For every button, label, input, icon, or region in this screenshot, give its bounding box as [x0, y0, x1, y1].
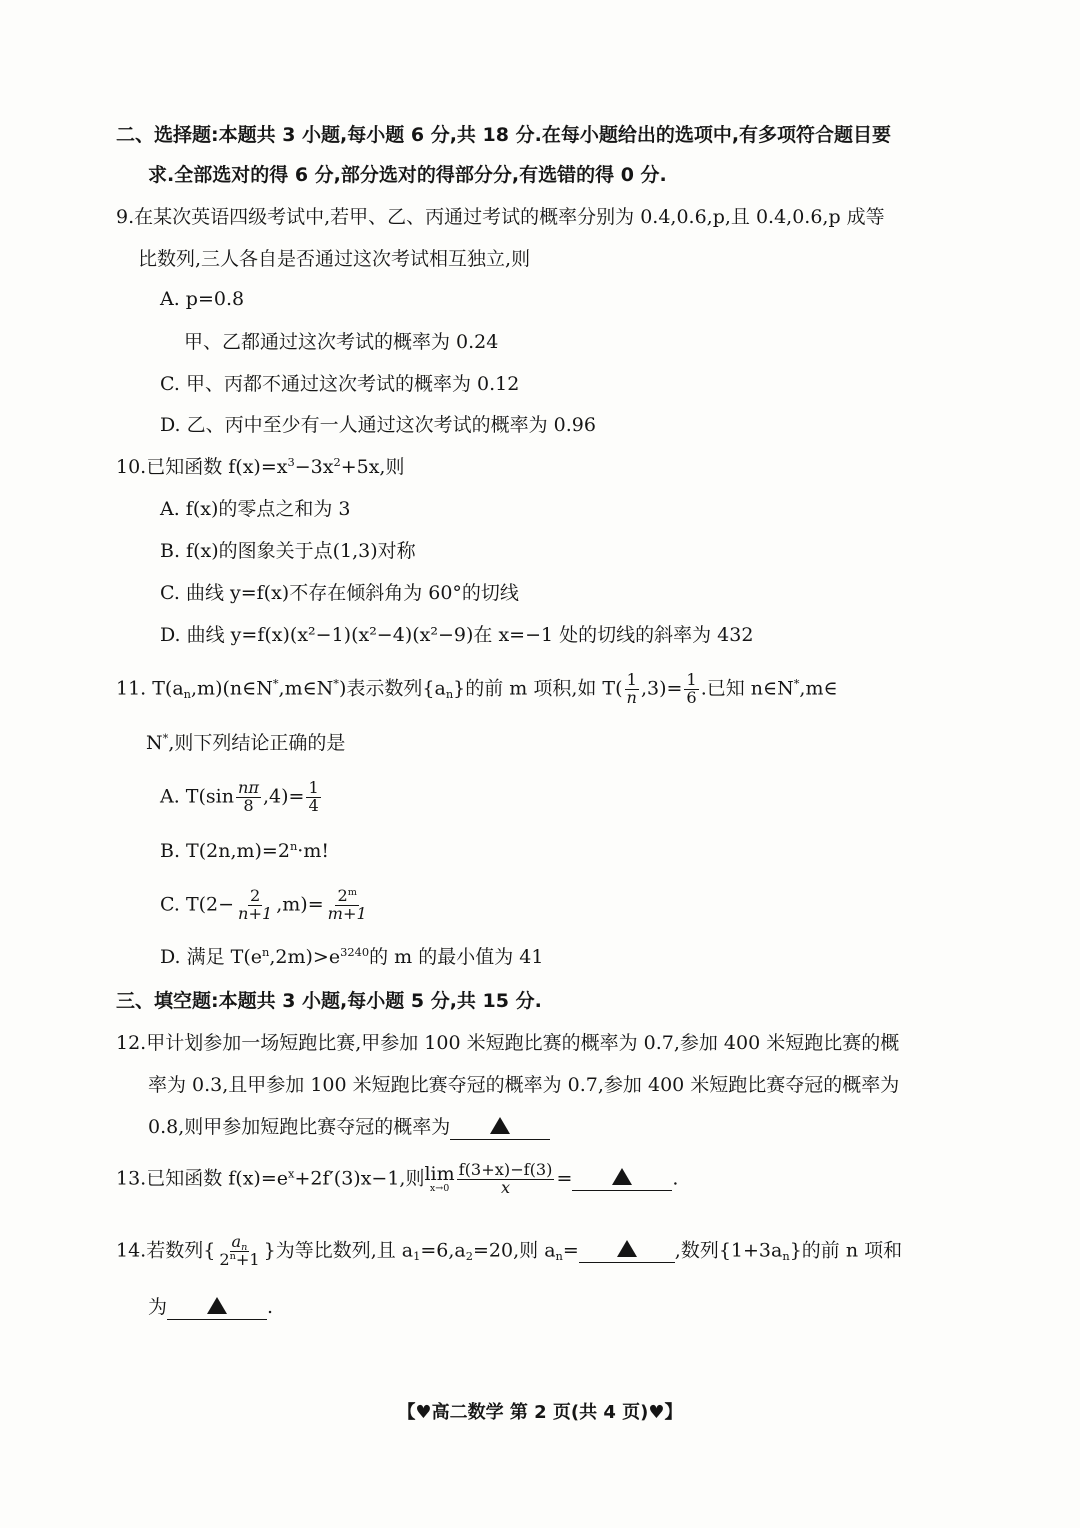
q11-stem-line1: 11. $T(a_n,m)(n\in N^*,m\in N^*)$表示数列$\{a_n\}$的前 m 项积,如 T( $\frac{1}{n}$ ,3)= $\frac{1}{6}$ .已知 n∈N*,m∈ [116, 670, 838, 707]
q9-stem-line2: 比数列,三人各自是否通过这次考试相互独立,则 [138, 248, 531, 270]
q9-option-a: A. p=0.8 [160, 288, 245, 310]
q10-option-c: C. 曲线 y=f(x)不存在倾斜角为 60°的切线 [160, 582, 519, 604]
q14-answer-blank-1[interactable] [579, 1239, 675, 1263]
q11-option-d: D. 满足 $T(e^n,2m)>e^{3240}$的 m 的最小值为 41 [160, 945, 544, 968]
q14-stem-line1: 14.若数列{ $\frac{a_n}{2^n+1}$ }为等比数列,且 $a_1=6,a_2=20$,则 $a_n=$ ,数列$\{1+3a_n\}$的前 n 项和 [116, 1232, 903, 1269]
section2-title-cont: 求.全部选对的得 6 分,部分选对的得部分分,有选错的得 0 分. [148, 164, 667, 186]
q11-frac-1-over-6: $\frac{1}{6}$ [686, 670, 697, 707]
q11-option-a: A. T(sin $\frac{n\pi}{8}$ ,4)= $\frac{1}{4}$ [160, 778, 319, 815]
triangle-icon [617, 1240, 637, 1257]
triangle-icon [207, 1297, 227, 1314]
q10-stem: 10.已知函数 $f(x)=x^3-3x^2+5x$,则 [116, 455, 405, 478]
q9-option-b: 甲、乙都通过这次考试的概率为 0.24 [184, 331, 499, 353]
q12-line3: 0.8,则甲参加短跑比赛夺冠的概率为 [148, 1116, 550, 1140]
q11-option-b: B. $T(2n,m)=2^n\cdot m$! [160, 839, 329, 862]
q9-stem-line1: 9.在某次英语四级考试中,若甲、乙、丙通过考试的概率分别为 0.4,0.6,p,且 0.4,0.6,p 成等 [116, 206, 885, 228]
q12-answer-blank[interactable] [450, 1116, 550, 1140]
q10-option-a: A. f(x)的零点之和为 3 [160, 498, 351, 520]
page-footer: 【♥高二数学 第 2 页(共 4 页)♥】 [397, 1402, 683, 1423]
q10-option-d: D. 曲线 y=f(x)(x²−1)(x²−4)(x²−9)在 x=−1 处的切线的斜率为 432 [160, 624, 754, 646]
q9-option-c: C. 甲、丙都不通过这次考试的概率为 0.12 [160, 373, 520, 395]
q14-answer-blank-2[interactable] [167, 1296, 267, 1320]
q13-limit: lim x→0 [424, 1163, 455, 1195]
q13-answer-blank[interactable] [572, 1167, 672, 1191]
q14-stem-line2: 为 . [148, 1296, 274, 1318]
q11-frac-1-over-n: $\frac{1}{n}$ [626, 670, 637, 707]
q12-line1: 12.甲计划参加一场短跑比赛,甲参加 100 米短跑比赛的概率为 0.7,参加 400 米短跑比赛的概 [116, 1032, 900, 1054]
q9-option-d: D. 乙、丙中至少有一人通过这次考试的概率为 0.96 [160, 414, 596, 436]
q13-stem: 13.已知函数 $f(x)=e^x+2f'(3)x-1$,则 lim x→0 $\frac{f(3+x)-f(3)}{x}$ = . [116, 1160, 679, 1197]
triangle-icon [490, 1117, 510, 1134]
q11-stem-line2: N*,则下列结论正确的是 [146, 731, 346, 754]
q11-option-c: C. T(2− $\frac{2}{n+1}$ ,m)= $\frac{2^m}{m+1}$ [160, 886, 367, 923]
section2-title: 二、选择题:本题共 3 小题,每小题 6 分,共 18 分.在每小题给出的选项中,有多项符合题目要 [116, 124, 892, 146]
q10-option-b: B. f(x)的图象关于点(1,3)对称 [160, 540, 416, 562]
triangle-icon [612, 1168, 632, 1185]
q12-line2: 率为 0.3,且甲参加 100 米短跑比赛夺冠的概率为 0.7,参加 400 米短跑比赛夺冠的概率为 [148, 1074, 900, 1096]
section3-title: 三、填空题:本题共 3 小题,每小题 5 分,共 15 分. [116, 990, 542, 1012]
